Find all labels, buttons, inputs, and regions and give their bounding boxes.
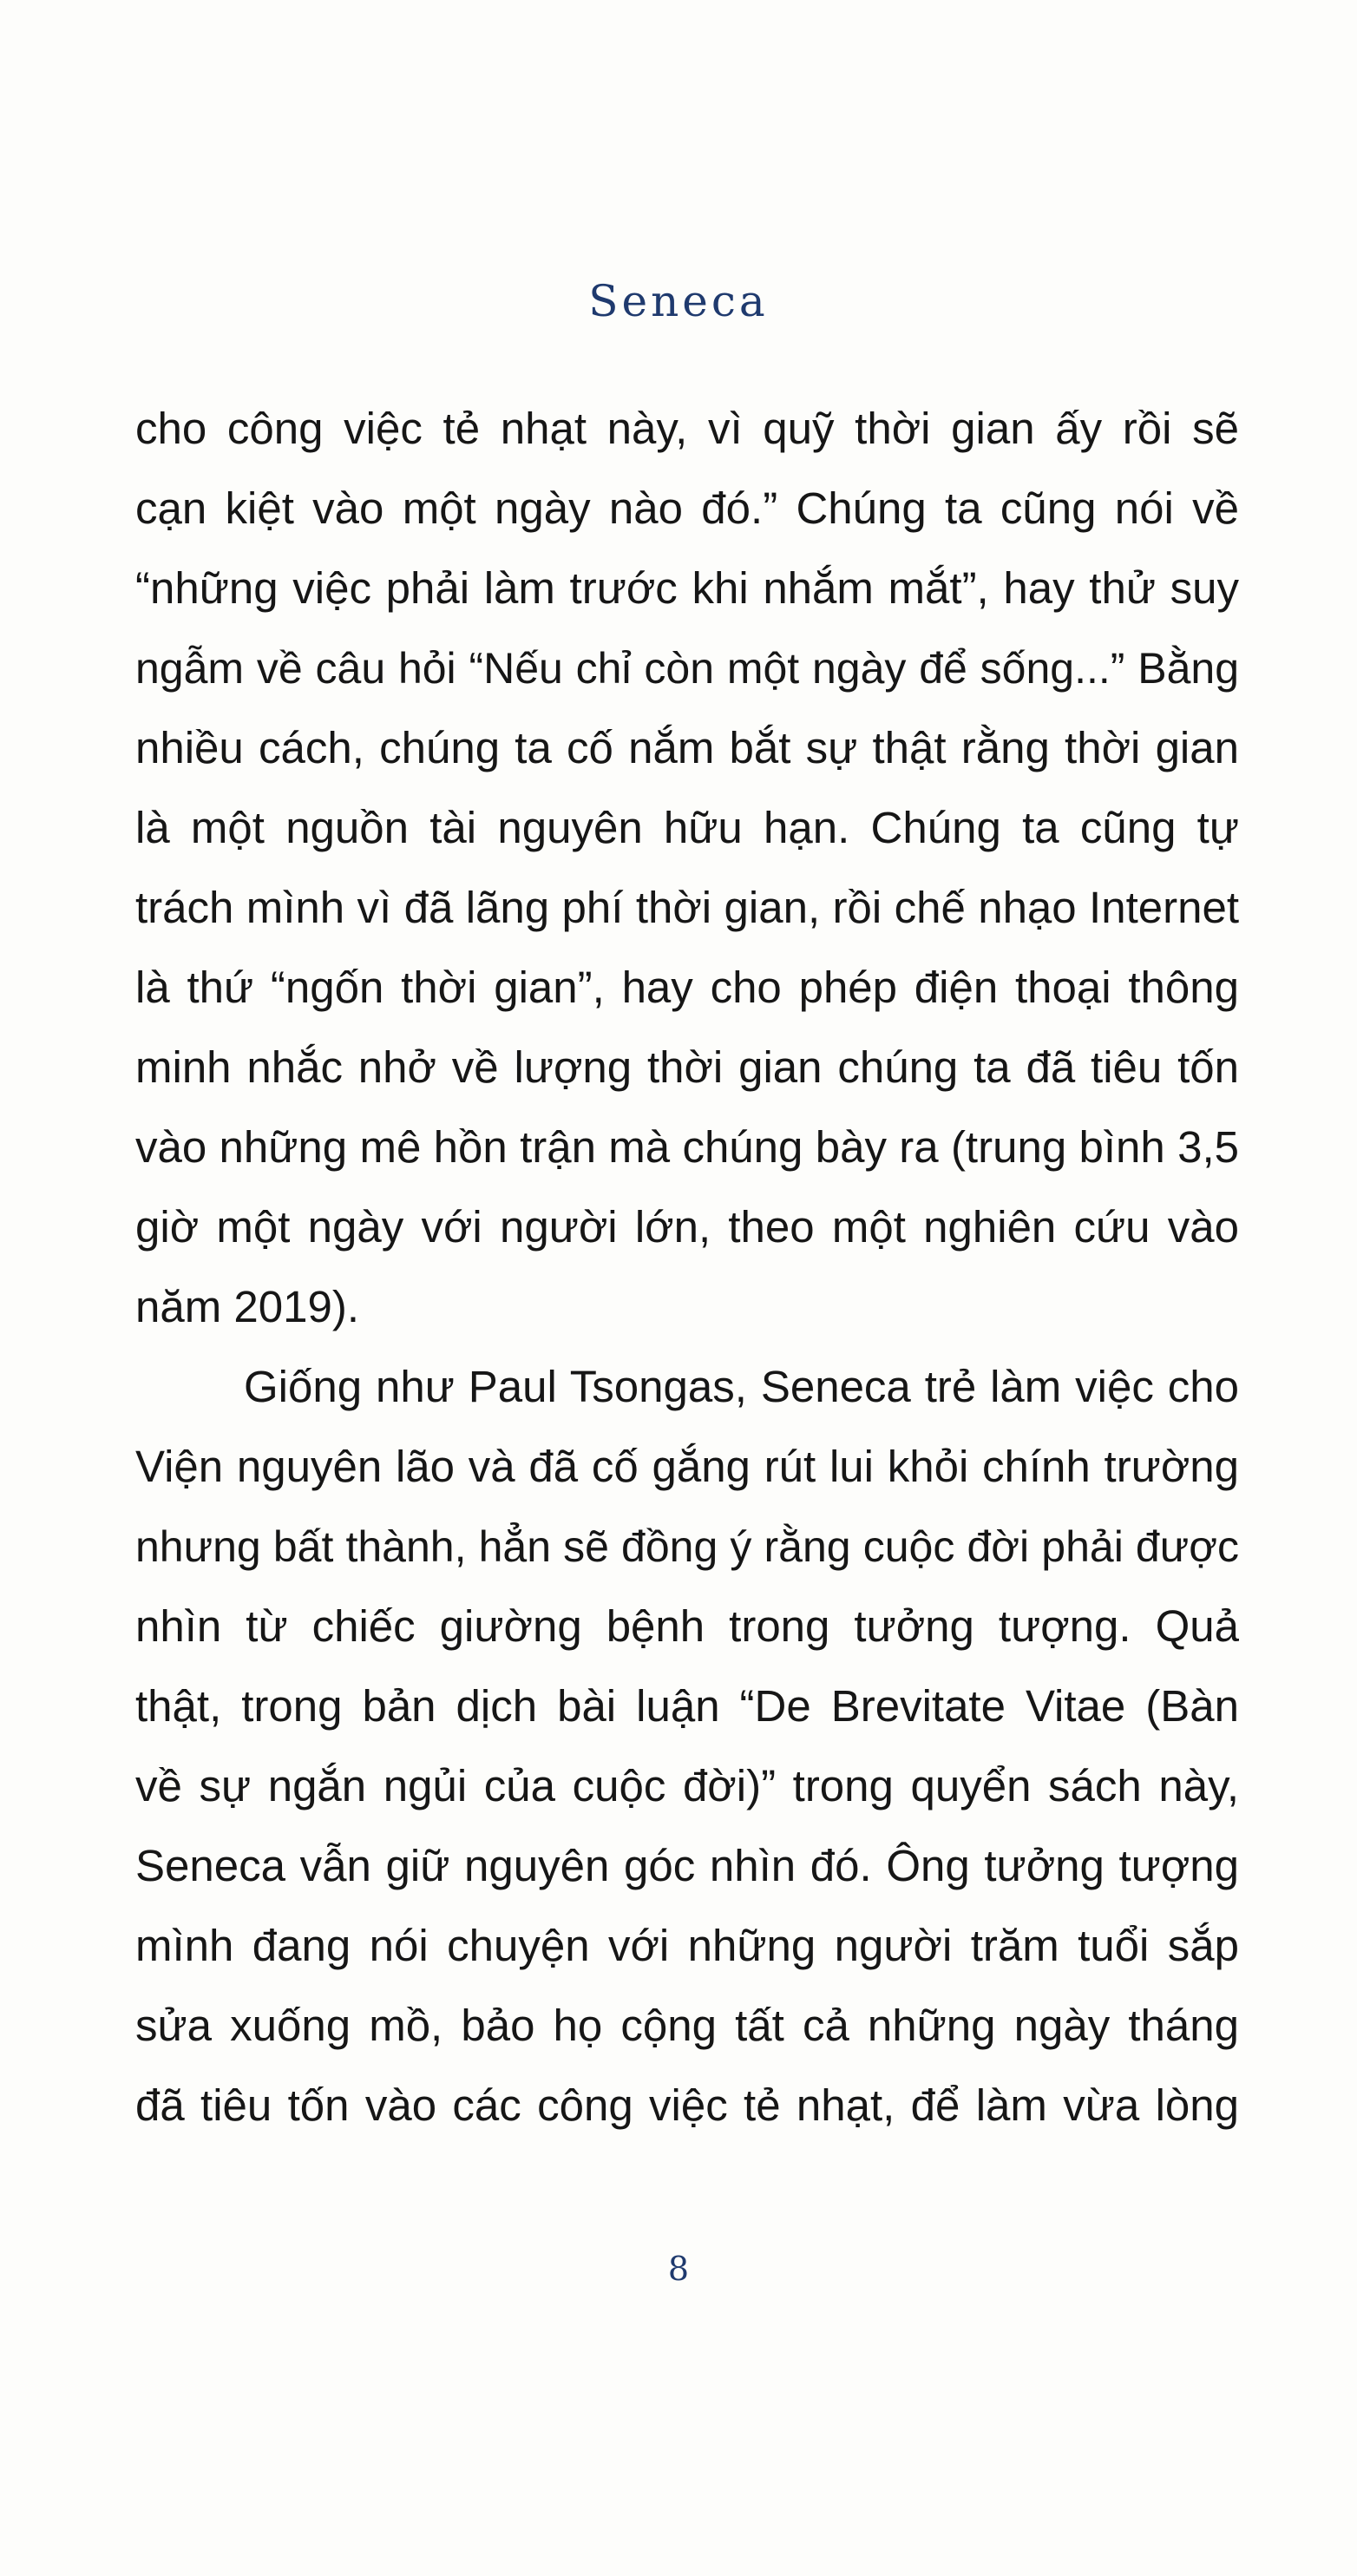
text-line: là một nguồn tài nguyên hữu hạn. Chúng ta cũng tự [135, 803, 1239, 852]
text-line: cạn kiệt vào một ngày nào đó.” Chúng ta cũng nói về [135, 483, 1239, 533]
text-line: Viện nguyên lão và đã cố gắng rút lui khỏi chính trường [135, 1442, 1239, 1491]
text-line: về sự ngắn ngủi của cuộc đời)” trong quyển sách này, [135, 1761, 1239, 1810]
body-text [135, 389, 1239, 2146]
text-line: nhưng bất thành, hẳn sẽ đồng ý rằng cuộc đời phải được [135, 1522, 1239, 1571]
text-line: nhìn từ chiếc giường bệnh trong tưởng tượng. Quả [135, 1601, 1239, 1651]
text-line: nhiều cách, chúng ta cố nắm bắt sự thật rằng thời gian [135, 723, 1239, 772]
text-line: Giống như Paul Tsongas, Seneca trẻ làm việc cho [244, 1362, 1239, 1411]
text-line: đã tiêu tốn vào các công việc tẻ nhạt, để làm vừa lòng [135, 2080, 1239, 2130]
page-number: 8 [667, 2250, 690, 2288]
text-line: Seneca vẫn giữ nguyên góc nhìn đó. Ông tưởng tượng [135, 1841, 1239, 1890]
text-line: thật, trong bản dịch bài luận “De Brevitate Vitae (Bàn [135, 1681, 1239, 1731]
text-line: cho công việc tẻ nhạt này, vì quỹ thời gian ấy rồi sẽ [135, 404, 1239, 453]
paragraph-2 [135, 1347, 1239, 2146]
text-line: trách mình vì đã lãng phí thời gian, rồi chế nhạo Internet [135, 883, 1239, 932]
text-line: minh nhắc nhở về lượng thời gian chúng ta đã tiêu tốn [135, 1042, 1239, 1092]
text-line: sửa xuống mồ, bảo họ cộng tất cả những ngày tháng [135, 2001, 1239, 2050]
paragraph-1 [135, 389, 1239, 1347]
running-head: Seneca [588, 276, 769, 326]
text-line: năm 2019). [135, 1282, 359, 1331]
text-line: giờ một ngày với người lớn, theo một nghiên cứu vào [135, 1202, 1239, 1252]
text-line: mình đang nói chuyện với những người trăm tuổi sắp [135, 1921, 1239, 1970]
text-line: vào những mê hồn trận mà chúng bày ra (trung bình 3,5 [135, 1122, 1239, 1172]
text-line: là thứ “ngốn thời gian”, hay cho phép điện thoại thông [135, 963, 1239, 1012]
text-line: ngẫm về câu hỏi “Nếu chỉ còn một ngày để sống...” Bằng [135, 644, 1239, 693]
text-line: “những việc phải làm trước khi nhắm mắt”, hay thử suy [135, 563, 1239, 613]
